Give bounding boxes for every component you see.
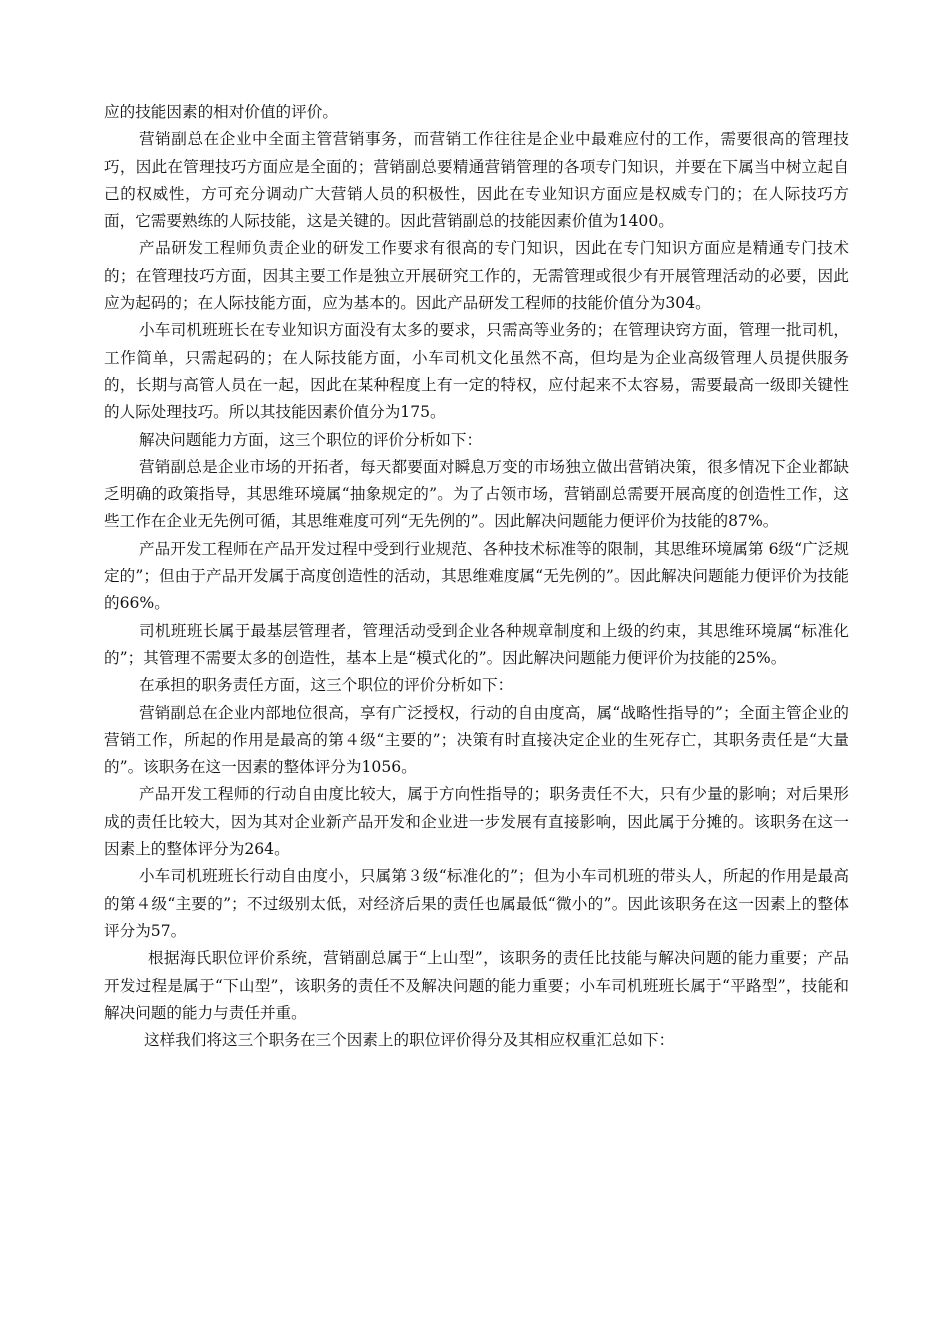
paragraph: 应的技能因素的相对价值的评价。: [104, 103, 338, 121]
paragraph: 这样我们将这三个职务在三个因素上的职位评价得分及其相应权重汇总如下：: [144, 1031, 675, 1050]
paragraph: 产品研发工程师负责企业的研发工作要求有很高的专门知识，因此在专门知识方面应是精通专门技术的；在管理技巧方面，因其主要工作是独立开展研究工作的，无需管理或很少有开展管理活动的必要，因此应为起码的；在人际技能方面，应为基本的。因此产品研发工程师的技能价值分为304。: [104, 239, 849, 313]
paragraph: 小车司机班班长行动自由度小，只属第３级“标准化的”；但为小车司机班的带头人，所起的作用是最高的第４级“主要的”；不过级别太低，对经济后果的责任也属最低“微小的”。因此该职务在这一因素上的整体评分为57。: [104, 867, 849, 940]
paragraph: 营销副总在企业内部地位很高，享有广泛授权，行动的自由度高，属“战略性指导的”；全面主管企业的营销工作，所起的作用是最高的第４级“主要的”；决策有时直接决定企业的生死存亡，其职务责任是“大量的”。该职务在这一因素的整体评分为1056。: [104, 703, 849, 777]
document-body: [104, 99, 849, 1054]
paragraph: 营销副总在企业中全面主管营销事务，而营销工作往往是企业中最难应付的工作，需要很高的管理技巧，因此在管理技巧方面应是全面的；营销副总要精通营销管理的各项专门知识，并要在下属当中树立起自己的权威性，方可充分调动广大营销人员的积极性，因此在专业知识方面应是权威专门的；在人际技巧方面，它需要熟练的人际技能，这是关键的。因此营销副总的技能因素价值为1400。: [104, 130, 849, 231]
paragraph: 司机班班长属于最基层管理者，管理活动受到企业各种规章制度和上级的约束，其思维环境属“标准化的”；其管理不需要太多的创造性，基本上是“模式化的”。因此解决问题能力便评价为技能的25%。: [104, 621, 849, 667]
paragraph: 产品开发工程师的行动自由度比较大，属于方向性指导的；职务责任不大，只有少量的影响；对后果形成的责任比较大，因为其对企业新产品开发和企业进一步发展有直接影响，因此属于分摊的。该职务在这一因素上的整体评分为264。: [104, 785, 849, 859]
paragraph: 产品开发工程师在产品开发过程中受到行业规范、各种技术标准等的限制，其思维环境属第 6级“广泛规定的”；但由于产品开发属于高度创造性的活动，其思维难度属“无先例的”。因此解决问题能力便评价为技能的66%。: [104, 539, 849, 613]
paragraph: 营销副总是企业市场的开拓者，每天都要面对瞬息万变的市场独立做出营销决策，很多情况下企业都缺乏明确的政策指导，其思维环境属“抽象规定的”。为了占领市场，营销副总需要开展高度的创造性工作，这些工作在企业无先例可循，其思维难度可列“无先例的”。因此解决问题能力便评价为技能的87%。: [104, 457, 849, 531]
paragraph: 根据海氏职位评价系统，营销副总属于“上山型”，该职务的责任比技能与解决问题的能力重要；产品开发过程是属于“下山型”，该职务的责任不及解决问题的能力重要；小车司机班班长属于“平路型”，技能和解决问题的能力与责任并重。: [104, 949, 849, 1022]
paragraph: 小车司机班班长在专业知识方面没有太多的要求，只需高等业务的；在管理诀窍方面，管理一批司机，工作简单，只需起码的；在人际技能方面，小车司机文化虽然不高，但均是为企业高级管理人员提供服务的，长期与高管人员在一起，因此在某种程度上有一定的特权，应付起来不太容易，需要最高一级即关键性的人际处理技巧。所以其技能因素价值分为175。: [104, 321, 849, 422]
paragraph: 解决问题能力方面，这三个职位的评价分析如下：: [139, 430, 483, 449]
paragraph: 在承担的职务责任方面，这三个职位的评价分析如下：: [139, 676, 514, 695]
